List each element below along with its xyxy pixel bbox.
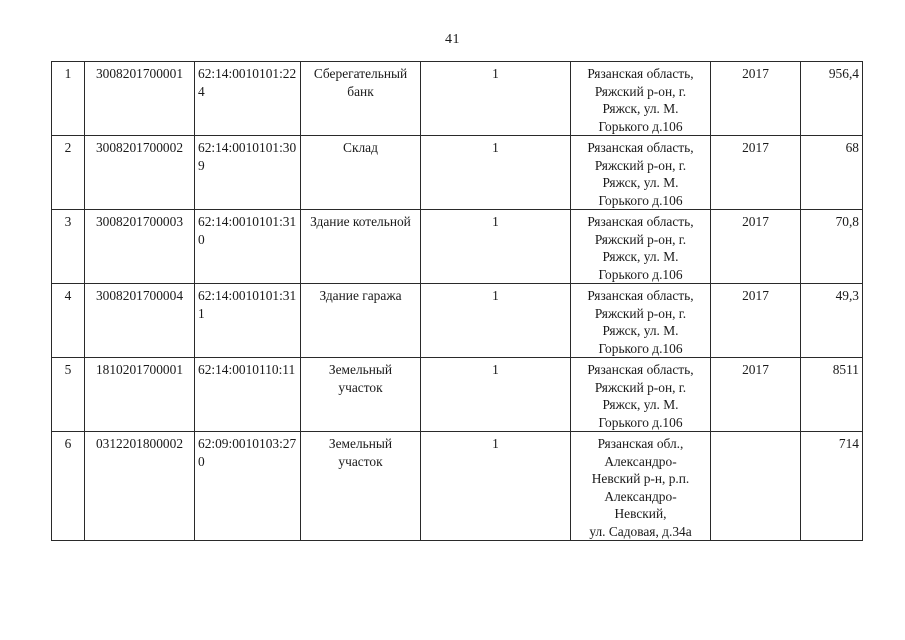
address-text: Рязанская область, Ряжский р-он, г. Ряжск, ул. М. Горького д.106 bbox=[587, 288, 694, 356]
object-name-cell bbox=[301, 432, 421, 541]
address-cell bbox=[571, 62, 711, 136]
year-cell: 2017 bbox=[711, 62, 801, 136]
year-cell: 2017 bbox=[711, 284, 801, 358]
area-value-cell: 68 bbox=[801, 136, 863, 210]
address-text: Рязанская обл., Александро- Невский р-н, р.п. Александро- Невский, ул. Садовая, д.34а bbox=[589, 436, 692, 539]
row-number-cell: 6 bbox=[52, 432, 85, 541]
cadastral-number-cell: 62:14:0010101:224 bbox=[195, 62, 301, 136]
address-text: Рязанская область, Ряжский р-он, г. Ряжск, ул. М. Горького д.106 bbox=[587, 140, 694, 208]
address-cell bbox=[571, 358, 711, 432]
row-number-cell: 4 bbox=[52, 284, 85, 358]
table-row bbox=[52, 284, 863, 358]
object-name-text: Здание котельной bbox=[310, 214, 411, 229]
quantity-cell: 1 bbox=[421, 358, 571, 432]
area-value-cell: 8511 bbox=[801, 358, 863, 432]
table-row bbox=[52, 358, 863, 432]
address-text: Рязанская область, Ряжский р-он, г. Ряжск, ул. М. Горького д.106 bbox=[587, 362, 694, 430]
table-row bbox=[52, 210, 863, 284]
object-name-text: Здание гаража bbox=[319, 288, 402, 303]
registry-number-cell: 3008201700002 bbox=[85, 136, 195, 210]
object-name-cell bbox=[301, 358, 421, 432]
object-name-cell bbox=[301, 136, 421, 210]
object-name-text: Сберегательный банк bbox=[313, 66, 408, 99]
quantity-cell: 1 bbox=[421, 432, 571, 541]
area-value-cell: 70,8 bbox=[801, 210, 863, 284]
cadastral-number-cell: 62:14:0010101:309 bbox=[195, 136, 301, 210]
area-value-cell: 956,4 bbox=[801, 62, 863, 136]
area-value-cell: 49,3 bbox=[801, 284, 863, 358]
cadastral-number-cell: 62:09:0010103:270 bbox=[195, 432, 301, 541]
address-cell bbox=[571, 284, 711, 358]
year-cell: 2017 bbox=[711, 358, 801, 432]
registry-number-cell: 3008201700001 bbox=[85, 62, 195, 136]
registry-number-cell: 3008201700004 bbox=[85, 284, 195, 358]
row-number-cell: 5 bbox=[52, 358, 85, 432]
address-cell bbox=[571, 136, 711, 210]
quantity-cell: 1 bbox=[421, 62, 571, 136]
row-number-cell: 2 bbox=[52, 136, 85, 210]
row-number-cell: 1 bbox=[52, 62, 85, 136]
table-row bbox=[52, 62, 863, 136]
quantity-cell: 1 bbox=[421, 136, 571, 210]
year-cell bbox=[711, 432, 801, 541]
object-name-cell bbox=[301, 62, 421, 136]
object-name-text: Земельный участок bbox=[328, 362, 393, 395]
area-value-cell: 714 bbox=[801, 432, 863, 541]
address-text: Рязанская область, Ряжский р-он, г. Ряжск, ул. М. Горького д.106 bbox=[587, 66, 694, 134]
year-cell: 2017 bbox=[711, 210, 801, 284]
table-row bbox=[52, 136, 863, 210]
address-cell bbox=[571, 432, 711, 541]
quantity-cell: 1 bbox=[421, 284, 571, 358]
table-row bbox=[52, 432, 863, 541]
address-cell bbox=[571, 210, 711, 284]
property-registry-table bbox=[51, 61, 863, 541]
registry-number-cell: 3008201700003 bbox=[85, 210, 195, 284]
object-name-text: Склад bbox=[343, 140, 378, 155]
page-number: 41 bbox=[445, 32, 460, 47]
cadastral-number-cell: 62:14:0010101:310 bbox=[195, 210, 301, 284]
object-name-text: Земельный участок bbox=[328, 436, 393, 469]
cadastral-number-cell: 62:14:0010101:311 bbox=[195, 284, 301, 358]
object-name-cell bbox=[301, 210, 421, 284]
row-number-cell: 3 bbox=[52, 210, 85, 284]
address-text: Рязанская область, Ряжский р-он, г. Ряжск, ул. М. Горького д.106 bbox=[587, 214, 694, 282]
quantity-cell: 1 bbox=[421, 210, 571, 284]
registry-number-cell: 1810201700001 bbox=[85, 358, 195, 432]
year-cell: 2017 bbox=[711, 136, 801, 210]
registry-number-cell: 0312201800002 bbox=[85, 432, 195, 541]
object-name-cell bbox=[301, 284, 421, 358]
cadastral-number-cell: 62:14:0010110:11 bbox=[195, 358, 301, 432]
